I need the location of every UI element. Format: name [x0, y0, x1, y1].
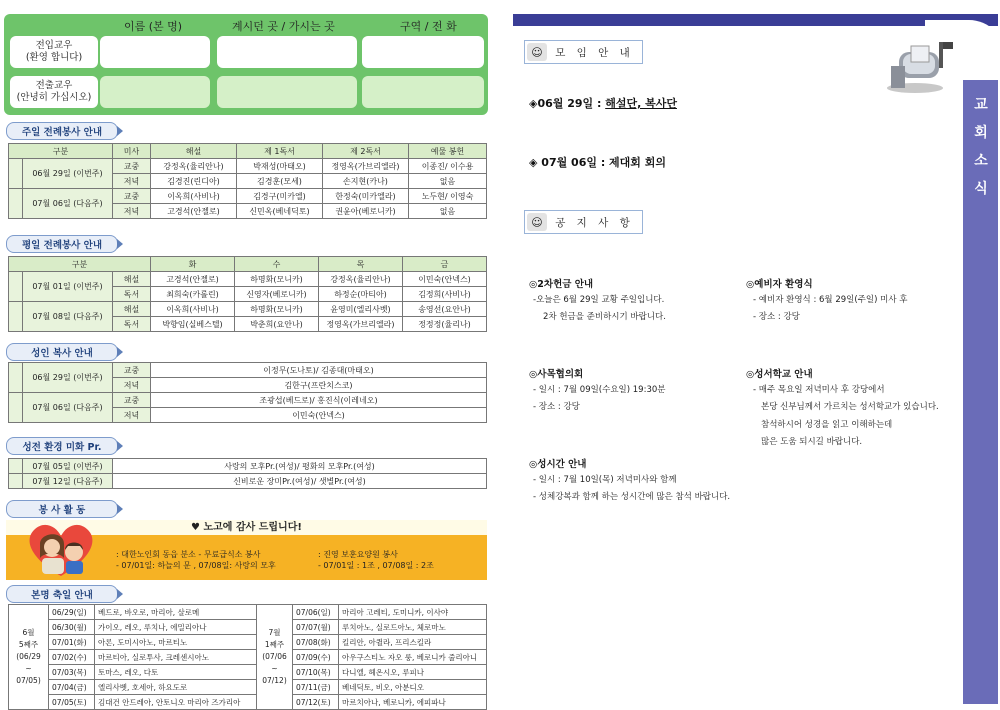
week-label: 7월 1째주 (07/06 ~ 07/12) [257, 605, 293, 710]
meeting-badge: ☺ 모 임 안 내 [524, 40, 643, 64]
feast-date: 06/30(월) [49, 620, 95, 635]
notice-title: ◎성서학교 안내 [746, 369, 813, 380]
feast-names: 김대건 안드레아, 안토니오 마리아 즈가리아 [95, 695, 257, 710]
date-cell: 06월 29일 (이번주) [23, 159, 113, 189]
meeting-item: ◈ 07월 06일 : 제대회 회의 [529, 156, 667, 169]
incoming-place-field[interactable] [217, 36, 357, 68]
mailbox-icon [885, 36, 957, 96]
feast-date: 07/08(화) [293, 635, 339, 650]
notice-title: ◎예비자 환영식 [746, 279, 813, 290]
sunday-service-title: 주일 전례봉사 안내 [6, 122, 118, 140]
notice-title: ◎성시간 안내 [529, 459, 587, 470]
feast-names: 토마스, 레오, 다토 [95, 665, 257, 680]
feast-names: 가이오, 레오, 루치나, 에밀리아나 [95, 620, 257, 635]
feast-names: 아론, 도미시아노, 마르티노 [95, 635, 257, 650]
volunteer-right: : 진영 보훈요양원 봉사 - 07/01일 : 1조 , 07/08일 : 2조 [318, 550, 434, 570]
feast-names: 루치아노, 실로드아노, 체로마노 [339, 620, 487, 635]
meeting-item: ◈06월 29일 : 해설단, 복사단 [529, 97, 677, 110]
feast-date: 07/04(금) [49, 680, 95, 695]
col-header: 해설 [151, 144, 237, 159]
name-header: 이름 (본 명) [124, 20, 183, 33]
week-label: 6월 5째주 (06/29 ~ 07/05) [9, 605, 49, 710]
table-row [9, 680, 487, 695]
feast-date: 07/02(수) [49, 650, 95, 665]
feast-date: 07/09(수) [293, 650, 339, 665]
feast-date: 07/06(일) [293, 605, 339, 620]
volunteer-left: : 대한노인회 동읍 분소 - 무료급식소 봉사 - 07/01일: 하늘의 문 , 07/08일: 사랑의 모후 [116, 550, 276, 570]
notice-badge: ☺ 공 지 사 항 [524, 210, 643, 234]
table-row [9, 620, 487, 635]
feast-days-table [8, 604, 487, 710]
incoming-name-field[interactable] [100, 36, 210, 68]
church-news-panel: 교 회 소 식 ☺ 모 임 안 내 ◈06월 29일 : 해설단, 복사단 ◈ 07월 06일 : 제대회 회의 ☺ 공 지 사 항 ◎2차헌금 안내 -오늘은 6월 29일 교황 주일입니다. 2차 헌금을 준비하시기 바랍니다. ◎예비자 환영식 - 예비자 환영식 : 6월 29일(주일) 미사 후 - 장소 : 강당 ◎사목협의회 - 일시 : 7월 09일(수요일) 19:30분 - 장소 : 강당 ◎성서학교 안내 - 매주 목요일 저녁미사 후 강당에서 본당 신부님께서 가르치는 성서학교가 있습니다. 참석하시어 성경을 읽고 이해하는데 많은 도움 되시길 바랍니다. ◎성시간 안내 - 일시 : 7월 10일(목) 저녁미사와 함께 - 성체강복과 함께 하는 성시간에 많은 참석 바랍니다. [513, 14, 998, 704]
feast-date: 07/11(금) [293, 680, 339, 695]
person-icon: ☺ [527, 213, 547, 231]
table-row [9, 695, 487, 710]
col-header: 제 2독서 [323, 144, 409, 159]
feast-date: 07/12(토) [293, 695, 339, 710]
incoming-label: 전입교우 (환영 합니다) [10, 36, 98, 68]
outgoing-place-field[interactable] [217, 76, 357, 108]
thanks-banner: ♥ 노고에 감사 드립니다! [6, 520, 487, 535]
cleaning-table: 07월 05일 (이번주) 사랑의 모후Pr.(여성)/ 평화의 모후Pr.(여성) 07월 12일 (다음주) 신비로운 장미Pr.(여성)/ 샛별Pr.(여성) [8, 458, 487, 489]
volunteer-title: 봉 사 활 동 [6, 500, 118, 518]
sunday-service-table: 구분 미사 해설 제 1독서 제 2독서 예물 봉헌 06월 29일 (이번주) 교중 강정옥(율리안나) 박재성(마태오) 정영옥(가브리엘라) 이종진/ 이수용 저녁 김경진(린디아) 김경훈(모세) 손지현(카나) 없음 07월 06일 (다음주) 교중 이옥희(사비나) 김경구(미카엘) 한정숙(미카엘라) 노두현/ 이영숙 저녁 고경석(안젤로) 신민옥(베네딕토) 권윤아(베로니카) 없음 [8, 143, 487, 219]
notice-title: ◎2차헌금 안내 [529, 279, 594, 290]
date-cell: 07월 06일 (다음주) [23, 189, 113, 219]
registration-box [4, 14, 488, 115]
table-row [9, 635, 487, 650]
date-cell: 06월 29일 (이번주) [23, 363, 113, 393]
feast-date: 06/29(일) [49, 605, 95, 620]
feast-date: 07/05(토) [49, 695, 95, 710]
col-header: 구분 [9, 144, 113, 159]
adult-altar-table: 06월 29일 (이번주) 교중 이정무(도나토)/ 김종대(마태오) 저녁 김한구(프란치스코) 07월 06일 (다음주) 교중 조광섭(베드로)/ 홍진식(이레네오) 저녁 이민숙(안넥스) [8, 362, 487, 423]
side-title-char: 교 [974, 97, 988, 113]
place-header: 계시던 곳 / 가시는 곳 [232, 20, 335, 33]
outgoing-name-field[interactable] [100, 76, 210, 108]
feast-days-title: 본명 축일 안내 [6, 585, 118, 603]
weekday-service-table: 구분 화 수 목 금 07월 01일 (이번주) 해설 고경석(안젤로) 하명화(모니카) 강정옥(율리안나) 이민숙(안넥스) 독서 최희숙(카롤린) 신영자(베로니카) 하정순(마티아) 김정희(사비나) 07월 08일 (다음주) 해설 이옥희(사비나) 하명화(모니카) 윤영미(엘리사벳) 송영선(요안나) 독서 박향임(실베스텔) 박춘희(요안나) 정영옥(가브리엘라) 정정정(율리나) [8, 256, 487, 332]
table-row [9, 605, 487, 620]
district-header: 구역 / 전 화 [400, 20, 457, 33]
table-row [9, 665, 487, 680]
col-header: 제 1독서 [237, 144, 323, 159]
feast-names: 킬리안, 아퀼라, 프리스킬라 [339, 635, 487, 650]
feast-date: 07/03(목) [49, 665, 95, 680]
side-title-char: 소 [974, 153, 988, 169]
col-header: 구분 [9, 257, 151, 272]
adult-altar-title: 성인 복사 안내 [6, 343, 118, 361]
feast-date: 07/07(월) [293, 620, 339, 635]
notice-title: ◎사목협의회 [529, 369, 584, 380]
person-icon: ☺ [527, 43, 547, 61]
side-title-char: 식 [974, 181, 988, 197]
volunteer-illustration [20, 518, 102, 580]
date-cell: 07월 06일 (다음주) [23, 393, 113, 423]
feast-names: 마르티아, 실로투사, 크레센시아노 [95, 650, 257, 665]
feast-names: 다니엘, 헤온시오, 루피나 [339, 665, 487, 680]
weekday-service-title: 평일 전례봉사 안내 [6, 235, 118, 253]
col-header: 금 [403, 257, 487, 272]
col-header: 목 [319, 257, 403, 272]
feast-names: 아우구스티노 자오 룽, 베로니카 줄리아니 [339, 650, 487, 665]
date-cell: 07월 01일 (이번주) [23, 272, 113, 302]
date-cell: 07월 12일 (다음주) [23, 474, 113, 489]
feast-date: 07/01(화) [49, 635, 95, 650]
feast-names: 베네딕토, 비오, 아분디오 [339, 680, 487, 695]
feast-date: 07/10(목) [293, 665, 339, 680]
date-cell: 07월 08일 (다음주) [23, 302, 113, 332]
feast-names: 마르치아나, 베로니카, 에피파나 [339, 695, 487, 710]
date-cell: 07월 05일 (이번주) [23, 459, 113, 474]
col-header: 화 [151, 257, 235, 272]
cleaning-title: 성전 환경 미화 Pr. [6, 437, 118, 455]
table-row [9, 650, 487, 665]
outgoing-district-field[interactable] [362, 76, 484, 108]
side-title-char: 회 [974, 125, 988, 141]
feast-names: 마리아 고레티, 도미니카, 이사야 [339, 605, 487, 620]
outgoing-label: 전출교우 (안녕히 가십시오) [10, 76, 98, 108]
col-header: 예물 봉헌 [409, 144, 487, 159]
col-header: 수 [235, 257, 319, 272]
col-header: 미사 [113, 144, 151, 159]
feast-names: 베드로, 바오로, 마리아, 살로메 [95, 605, 257, 620]
feast-names: 엘리사벳, 호세아, 하요도로 [95, 680, 257, 695]
incoming-district-field[interactable] [362, 36, 484, 68]
